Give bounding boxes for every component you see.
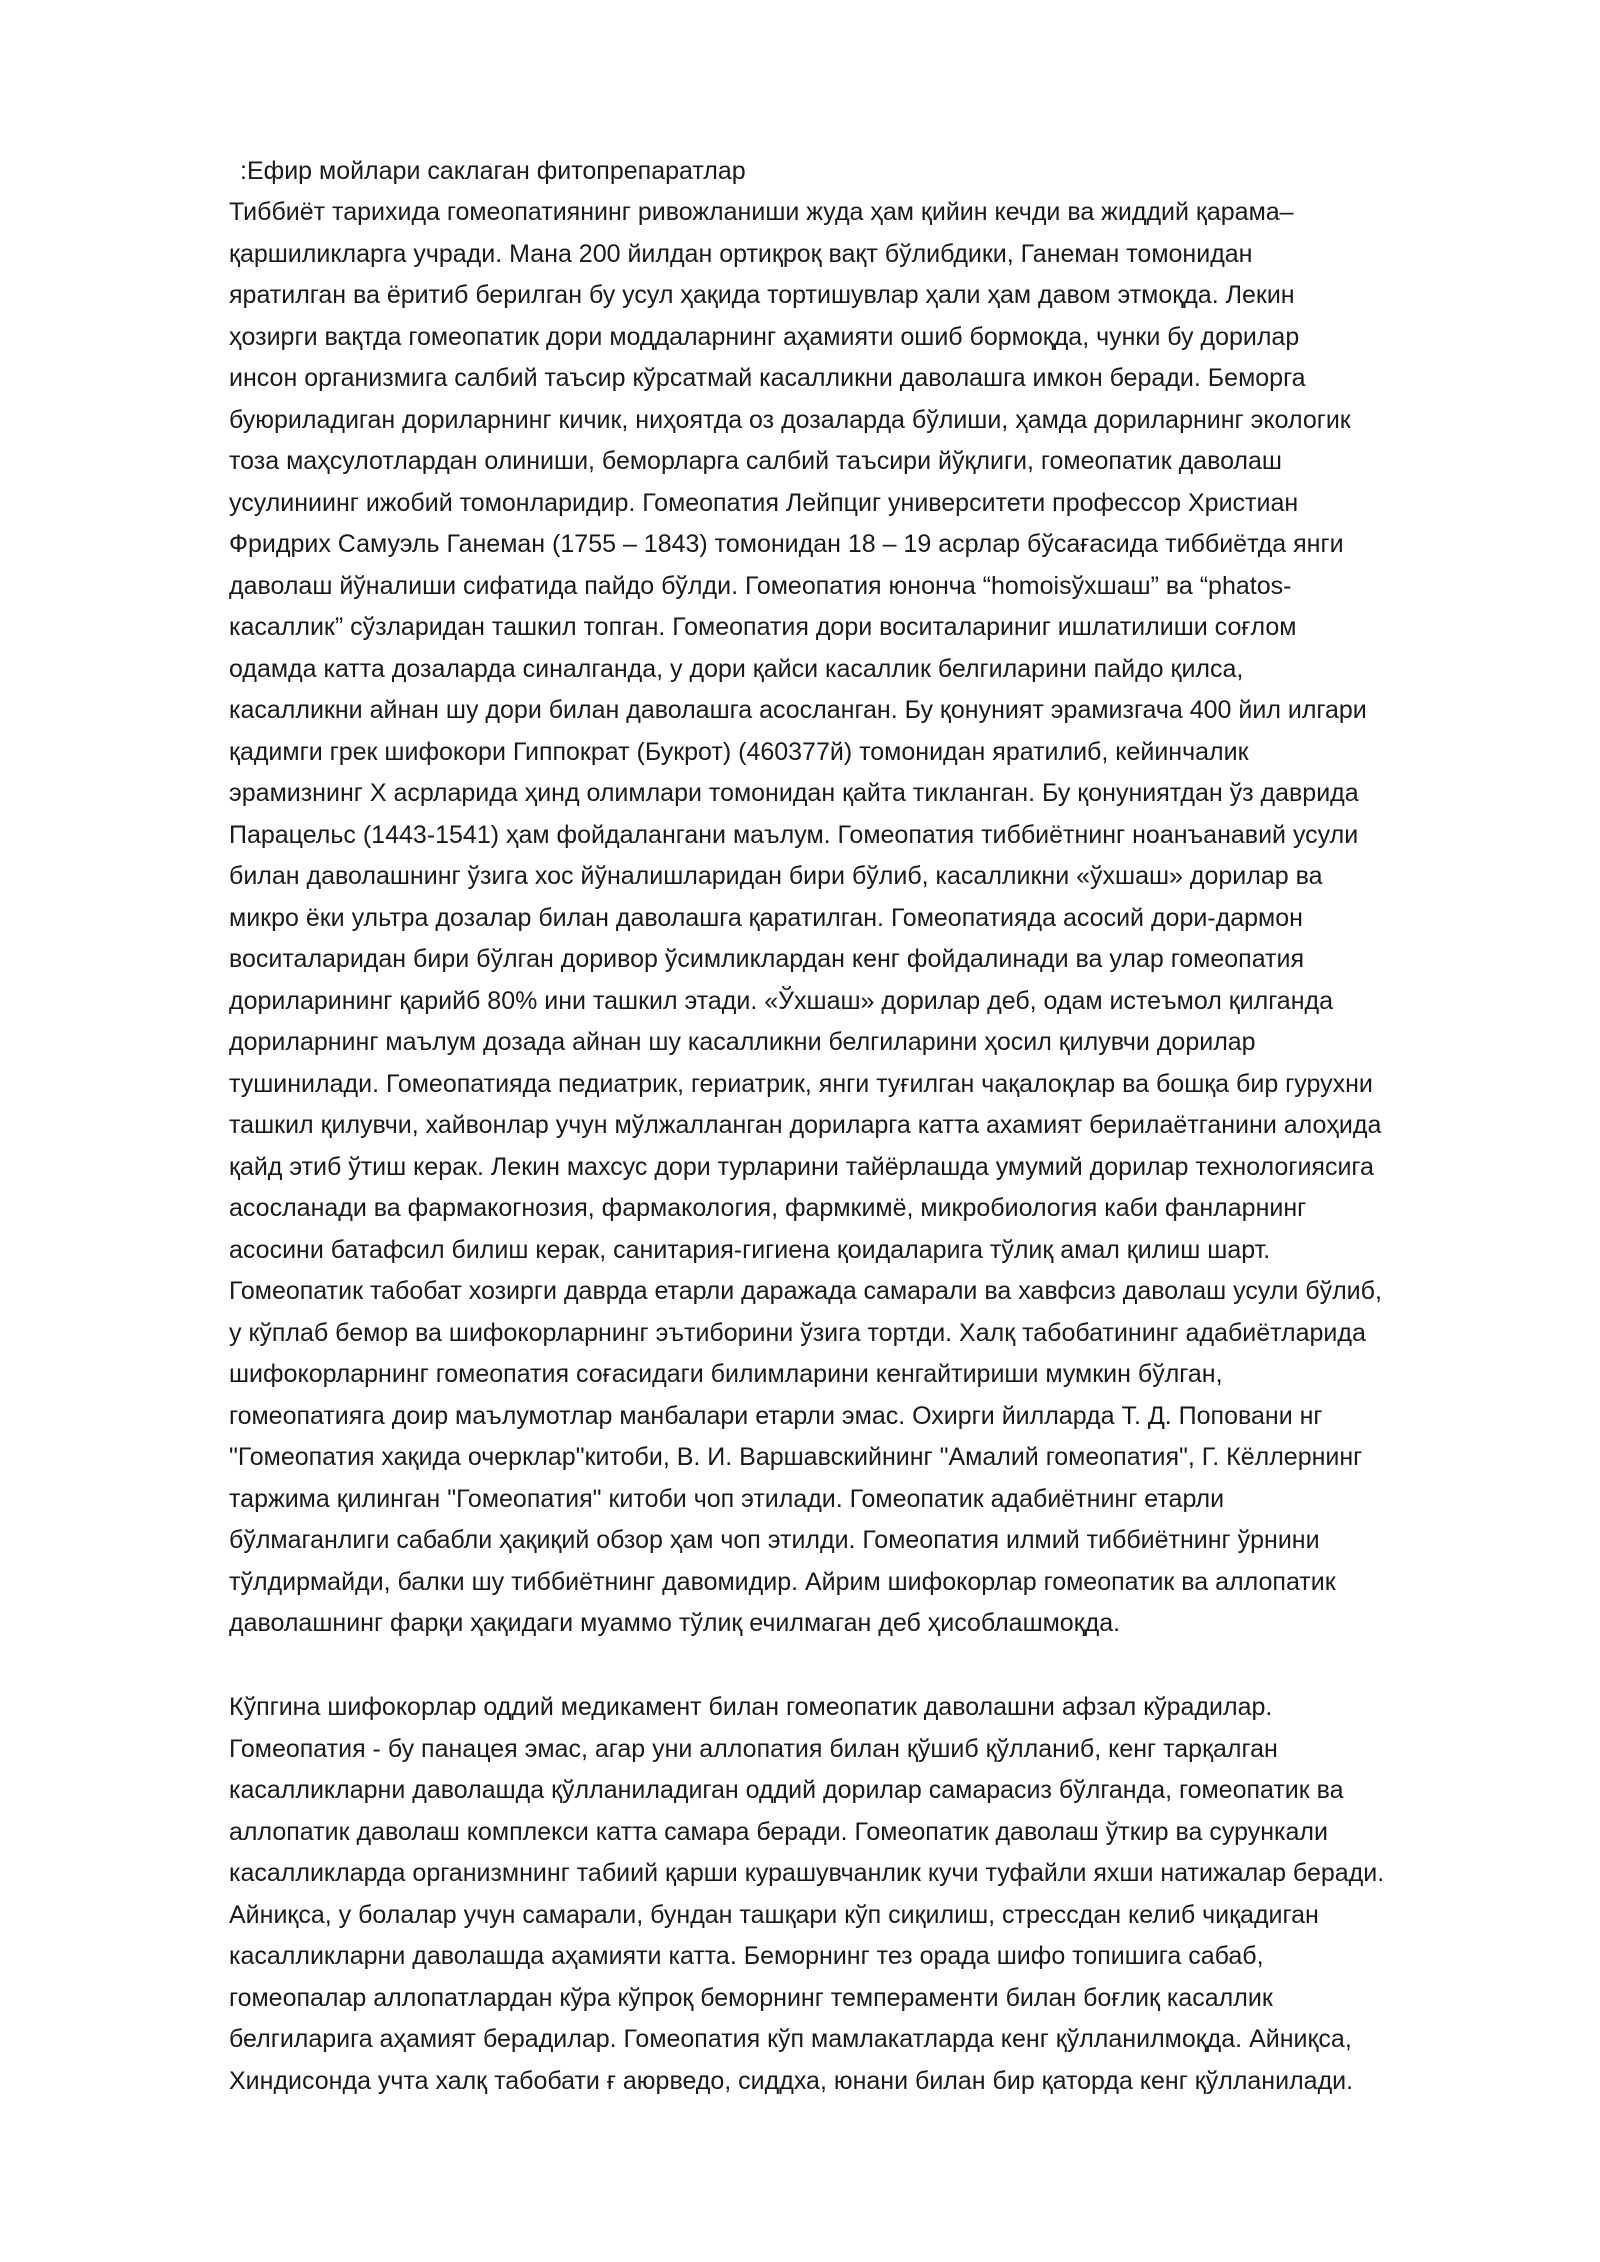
text-line: бўлмаганлиги сабабли ҳақиқий обзор ҳам чоп этилди. Гомеопатия илмий тиббиётнинг ўрнини	[229, 1526, 1320, 1554]
text-line: буюриладиган дориларнинг кичик, ниҳоятда оз дозаларда бўлиши, ҳамда дориларнинг экологик	[229, 405, 1351, 434]
text-line: аллопатик даволаш комплекси катта самара беради. Гомеопатик даволаш ўткир ва сурункали	[229, 1817, 1328, 1846]
paragraph-2	[229, 1687, 1509, 2102]
text-line: у кўплаб бемор ва шифокорларнинг эътиборини ўзига тортди. Халқ табобатининг адабиётларида	[229, 1318, 1366, 1347]
text-line: таржима қилинган "Гомеопатия" китоби чоп этилади. Гомеопатик адабиётнинг етарли	[229, 1484, 1225, 1513]
text-line: касалликни айнан шу дори билан даволашга асосланган. Бу қонуният эрамизгача 400 йил илгари	[229, 696, 1367, 724]
text-line: касалликларни даволашда қўлланиладиган оддий дорилар самарасиз бўлганда, гомеопатик ва	[229, 1776, 1344, 1804]
text-line: дориларининг қарийб 80% ини ташкил этади. «Ўхшаш» дорилар деб, одам истеъмол қилганда	[229, 986, 1334, 1015]
text-line: эрамизнинг X асрларида ҳинд олимлари томонидан қайта тикланган. Бу қонуниятдан ўз даврида	[229, 779, 1359, 807]
text-line: даволашнинг фарқи ҳақидаги муаммо тўлиқ ечилмаган деб ҳисоблашмоқда.	[229, 1609, 1121, 1637]
text-line: яратилган ва ёритиб берилган бу усул ҳақида тортишувлар ҳали ҳам давом этмоқда. Лекин	[229, 281, 1295, 309]
text-line: Фридрих Самуэль Ганеман (1755 – 1843) томонидан 18 – 19 асрлар бўсағасида тиббиётда янги	[229, 530, 1344, 558]
text-line: Гомеопатия - бу панацея эмас, агар уни аллопатия билан қўшиб қўлланиб, кенг тарқалган	[229, 1734, 1278, 1763]
text-line: Айниқса, у болалар учун самарали, бундан ташқари кўп сиқилиш, стрессдан келиб чиқадиган	[229, 1900, 1319, 1929]
text-line: ташкил қилувчи, хайвонлар учун мўлжалланган дориларга катта ахамият берилаётганини алоҳида	[229, 1111, 1382, 1139]
paragraph-1	[229, 192, 1509, 1645]
text-line: одамда катта дозаларда синалганда, у дори қайси касаллик белгиларини пайдо қилса,	[229, 654, 1244, 683]
text-line: дориларнинг маълум дозада айнан шу касалликни белгиларини ҳосил қилувчи дорилар	[229, 1028, 1256, 1056]
text-line: гомеопатияга доир маълумотлар манбалари етарли эмас. Охирги йилларда Т. Д. Поповани нг	[229, 1401, 1323, 1430]
text-line: асосланади ва фармакогнозия, фармакология, фармкимё, микробиология каби фанларнинг	[229, 1194, 1307, 1222]
text-line: Гомеопатик табобат хозирги даврда етарли даражада самарали ва хавфсиз даволаш усули бўлиб,	[229, 1277, 1382, 1305]
text-line: микро ёки ультра дозалар билан даволашга қаратилган. Гомеопатияда асосий дори-дармон	[229, 903, 1303, 932]
text-line: қаршиликларга учради. Мана 200 йилдан ортиқроқ вақт бўлибдики, Ганеман томонидан	[229, 239, 1253, 268]
text-line: касалликларни даволашда аҳамияти катта. Беморнинг тез орада шифо топишига сабаб,	[229, 1942, 1264, 1970]
text-line: тўлдирмайди, балки шу тиббиётнинг давомидир. Айрим шифокорлар гомеопатик ва аллопатик	[229, 1567, 1336, 1596]
text-line: инсон организмига салбий таъсир кўрсатмай касалликни даволашга имкон беради. Беморга	[229, 364, 1306, 392]
text-line: гомеопалар аллопатлардан кўра кўпроқ беморнинг темпераменти билан боғлиқ касаллик	[229, 1983, 1273, 2012]
text-line: "Гомеопатия хақида очерклар"китоби, В. И. Варшавскийнинг "Амалий гомеопатия", Г. Кёллернинг	[229, 1443, 1363, 1471]
text-line: тушинилади. Гомеопатияда педиатрик, гериатрик, янги туғилган чақалоқлар ва бошқа бир гурухни	[229, 1069, 1373, 1098]
text-line: шифокорларнинг гомеопатия соғасидаги билимларини кенгайтириши мумкин бўлган,	[229, 1360, 1223, 1388]
text-line: Тиббиёт тарихида гомеопатиянинг ривожланиши жуда ҳам қийин кечди ва жиддий қарама–	[229, 198, 1294, 226]
text-line: Кўпгина шифокорлар оддий медикамент билан гомеопатик даволашни афзал кўрадилар.	[229, 1693, 1273, 1721]
text-line: қадимги грек шифокори Гиппократ (Букрот) (460377й) томонидан яратилиб, кейинчалик	[229, 737, 1249, 766]
text-line: воситаларидан бири бўлган доривор ўсимликлардан кенг фойдалинади ва улар гомеопатия	[229, 945, 1305, 973]
text-line: асосини батафсил билиш керак, санитария-гигиена қоидаларига тўлиқ амал қилиш шарт.	[229, 1235, 1271, 1264]
document-heading: :Ефир мойлари саклаган фитопрепаратлар	[240, 157, 746, 185]
text-line: билан даволашнинг ўзига хос йўналишларидан бири бўлиб, касалликни «ўхшаш» дорилар ва	[229, 862, 1323, 890]
text-line: қайд этиб ўтиш керак. Лекин махсус дори турларини тайёрлашда умумий дорилар технологиясига	[229, 1152, 1374, 1181]
text-line: белгиларига аҳамият берадилар. Гомеопатия кўп мамлакатларда кенг қўлланилмоқда. Айниқса,	[229, 2025, 1352, 2053]
text-line: усулиниинг ижобий томонларидир. Гомеопатия Лейпциг университети профессор Христиан	[229, 488, 1299, 517]
text-line: Парацельс (1443-1541) ҳам фойдалангани маълум. Гомеопатия тиббиётнинг ноанъанавий усули	[229, 820, 1359, 849]
text-line: касалликларда организмнинг табиий қарши курашувчанлик кучи туфайли яхши натижалар беради.	[229, 1859, 1385, 1887]
text-line: даволаш йўналиши сифатида пайдо бўлди. Гомеопатия юнонча “homoisўхшаш” ва “phatos-	[229, 571, 1292, 600]
text-line: тоза маҳсулотлардан олиниши, беморларга салбий таъсири йўқлиги, гомеопатик даволаш	[229, 447, 1282, 475]
text-line: ҳозирги вақтда гомеопатик дори моддаларнинг аҳамияти ошиб бормоқда, чунки бу дорилар	[229, 322, 1300, 351]
text-line: касаллик” сўзларидан ташкил топган. Гомеопатия дори воситалариниг ишлатилиши соғлом	[229, 613, 1297, 641]
text-line: Хиндисонда учта халқ табобати ғ аюрведо, сиддха, юнани билан бир қаторда кенг қўлланилади.	[229, 2066, 1354, 2095]
